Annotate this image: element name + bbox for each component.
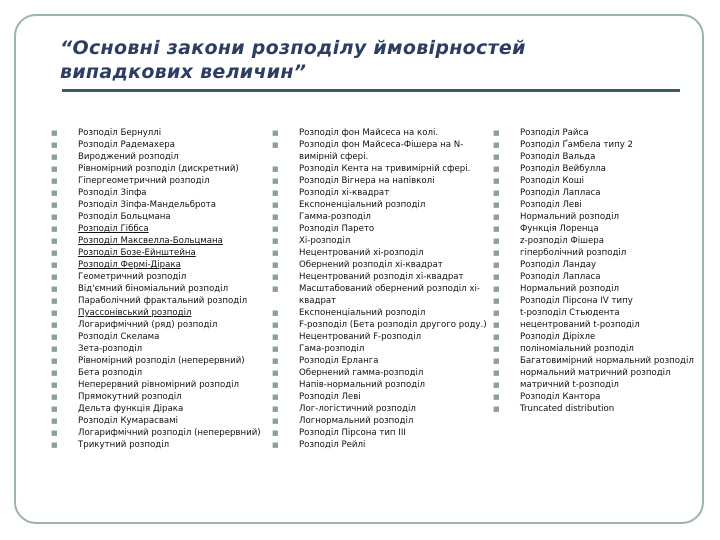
distribution-name: Від'ємний біноміальний розподіл [78, 284, 229, 294]
bullet-icon: ■ [272, 165, 279, 173]
bullet-icon: ■ [272, 141, 279, 149]
list-item [51, 319, 266, 331]
bullet-icon: ■ [493, 153, 500, 161]
bullet-icon: ■ [272, 393, 279, 401]
bullet-icon: ■ [51, 141, 58, 149]
bullet-icon: ■ [493, 285, 500, 293]
distribution-name: Рівномірний розподіл (неперервний) [78, 356, 245, 366]
distribution-name: Нормальний розподіл [520, 284, 619, 294]
bullet-icon: ■ [51, 357, 58, 365]
distribution-name: поліноміальний розподіл [520, 344, 634, 354]
bullet-icon: ■ [51, 249, 58, 257]
bullet-icon: ■ [51, 285, 58, 293]
distribution-name: Масштабований обернений розподіл хі-квадрат [299, 284, 480, 306]
distribution-name: Рівномірний розподіл (дискретний) [78, 164, 239, 174]
bullet-icon: ■ [51, 129, 58, 137]
distribution-name: Напів-нормальний розподіл [299, 380, 426, 390]
distribution-link[interactable]: Розподіл Фермі-Дірака [78, 260, 181, 270]
list-item [493, 211, 713, 223]
bullet-icon: ■ [51, 309, 58, 317]
bullet-icon: ■ [493, 321, 500, 329]
bullet-icon: ■ [493, 333, 500, 341]
list-item[interactable] [51, 235, 266, 247]
distribution-name: Неперервний рівномірний розподіл [78, 380, 240, 390]
distribution-name: Гама-розподіл [299, 344, 365, 354]
bullet-icon: ■ [51, 153, 58, 161]
bullet-icon: ■ [272, 285, 279, 293]
distribution-name: Геометричний розподіл [78, 272, 187, 282]
distribution-link[interactable]: Пуассонівський розподіл [78, 308, 192, 318]
bullet-icon: ■ [51, 321, 58, 329]
list-item [272, 211, 494, 223]
bullet-icon: ■ [493, 405, 500, 413]
distribution-name: Розподіл Ґамбела типу 2 [520, 140, 634, 150]
list-item [493, 139, 713, 151]
list-item [493, 355, 713, 367]
distribution-name: Логарифмічний (ряд) розподіл [78, 320, 218, 330]
distribution-name: нецентрований t-розподіл [520, 320, 640, 330]
distribution-name: F-розподіл (Бета розподіл другого роду.) [299, 320, 487, 330]
distribution-name: Розподіл Леві [299, 392, 361, 402]
bullet-icon: ■ [51, 237, 58, 245]
distribution-name: Розподіл Вігнера на напівколі [299, 176, 435, 186]
list-item [272, 307, 494, 319]
distribution-name: Дельта функція Дірака [78, 404, 184, 414]
bullet-icon: ■ [51, 165, 58, 173]
distribution-name: Розподіл Пірсона IV типу [520, 296, 633, 306]
bullet-icon: ■ [51, 381, 58, 389]
distribution-name: Розподіл фон Майсеса-Фішера на N-вимірній сфері. [299, 140, 464, 162]
list-item [493, 367, 713, 379]
distribution-name: t-розподіл Стьюдента [520, 308, 620, 318]
distribution-name: Розподіл Лапласа [520, 272, 601, 282]
bullet-icon: ■ [493, 189, 500, 197]
list-item [272, 319, 494, 331]
list-item [493, 163, 713, 175]
bullet-icon: ■ [51, 441, 58, 449]
distribution-name: Розподіл Діріхле [520, 332, 596, 342]
distribution-name: Розподіл Ерланга [299, 356, 379, 366]
list-item [51, 439, 266, 451]
bullet-icon: ■ [272, 441, 279, 449]
distribution-name: Розподіл Лапласа [520, 188, 601, 198]
list-item [272, 415, 494, 427]
bullet-icon: ■ [493, 297, 500, 305]
bullet-icon: ■ [272, 429, 279, 437]
list-item[interactable] [51, 247, 266, 259]
list-item [272, 427, 494, 439]
bullet-icon: ■ [493, 393, 500, 401]
distribution-name: Логарифмічний розподіл (неперервний) [78, 428, 261, 438]
distribution-name: Обернений гамма-розподіл [299, 368, 424, 378]
list-item [51, 283, 266, 295]
distribution-name: Розподіл Зіпфа [78, 188, 147, 198]
list-item [51, 271, 266, 283]
list-item [493, 379, 713, 391]
distribution-name: Розподіл Вейбулла [520, 164, 606, 174]
list-item [51, 163, 266, 175]
list-item [272, 139, 494, 163]
list-item [51, 403, 266, 415]
distribution-name: Нормальний розподіл [520, 212, 619, 222]
bullet-icon: ■ [493, 309, 500, 317]
distribution-name: Розподіл Леві [520, 200, 582, 210]
distribution-name: Експоненціальний розподіл [299, 200, 426, 210]
distribution-name: Розподіл Зіпфа-Мандельброта [78, 200, 217, 210]
bullet-icon: ■ [272, 417, 279, 425]
list-item [272, 127, 494, 139]
list-item [493, 391, 713, 403]
list-item [493, 259, 713, 271]
distribution-name: нормальний матричний розподіл [520, 368, 671, 378]
distribution-name: Прямокутний розподіл [78, 392, 182, 402]
list-item [272, 271, 494, 283]
bullet-icon: ■ [51, 273, 58, 281]
distribution-name: Розподіл фон Майсеса на колі. [299, 128, 439, 138]
bullet-icon: ■ [51, 369, 58, 377]
bullet-icon: ■ [272, 273, 279, 281]
list-item [272, 367, 494, 379]
bullet-icon: ■ [493, 165, 500, 173]
bullet-icon: ■ [272, 237, 279, 245]
distribution-name: Трикутний розподіл [78, 440, 170, 450]
distribution-name: Розподіл Пірсона тип III [299, 428, 406, 438]
list-item [51, 343, 266, 355]
list-item [51, 211, 266, 223]
list-item [493, 127, 713, 139]
list-item [493, 151, 713, 163]
list-item [493, 307, 713, 319]
bullet-icon: ■ [272, 129, 279, 137]
bullet-icon: ■ [272, 321, 279, 329]
list-item [51, 187, 266, 199]
bullet-icon: ■ [493, 237, 500, 245]
distribution-list-column-2 [272, 127, 494, 451]
title-divider [62, 89, 680, 92]
bullet-icon: ■ [272, 333, 279, 341]
list-item [493, 295, 713, 307]
bullet-icon: ■ [51, 405, 58, 413]
distribution-name: Гамма-розподіл [299, 212, 371, 222]
slide-title: “Основні закони розподілу ймовірностей випадкових величин” [60, 37, 526, 83]
distribution-name: Нецентрований хі-розподіл [299, 248, 424, 258]
list-item [51, 415, 266, 427]
distribution-name: Розподіл Коші [520, 176, 585, 186]
bullet-icon: ■ [272, 357, 279, 365]
distribution-name: Обернений розподіл хі-квадрат [299, 260, 443, 270]
bullet-icon: ■ [272, 261, 279, 269]
list-item [51, 331, 266, 343]
distribution-name: Розподіл Кумарасвамі [78, 416, 179, 426]
list-item [272, 247, 494, 259]
distribution-name: Розподіл хі-квадрат [299, 188, 390, 198]
bullet-icon: ■ [51, 225, 58, 233]
list-item[interactable] [51, 259, 266, 271]
bullet-icon: ■ [51, 393, 58, 401]
list-item [272, 259, 494, 271]
bullet-icon: ■ [51, 213, 58, 221]
list-item [272, 163, 494, 175]
bullet-icon: ■ [272, 369, 279, 377]
bullet-icon: ■ [493, 129, 500, 137]
distribution-name: Розподіл Радемахера [78, 140, 175, 150]
distribution-name: матричний t-розподіл [520, 380, 619, 390]
list-item [493, 343, 713, 355]
bullet-icon: ■ [493, 273, 500, 281]
bullet-icon: ■ [51, 177, 58, 185]
bullet-icon: ■ [493, 177, 500, 185]
bullet-icon: ■ [51, 345, 58, 353]
list-item [493, 187, 713, 199]
bullet-icon: ■ [272, 213, 279, 221]
distribution-name: Розподіл Райса [520, 128, 589, 138]
list-item [493, 319, 713, 331]
distribution-name: Нецентрований розподіл хі-квадрат [299, 272, 464, 282]
list-item [51, 139, 266, 151]
list-item [272, 343, 494, 355]
bullet-icon: ■ [51, 189, 58, 197]
distribution-name: Лог-логістичний розподіл [299, 404, 416, 414]
distribution-name: Truncated distribution [520, 404, 615, 414]
distribution-name: Зета-розподіл [78, 344, 143, 354]
bullet-icon: ■ [493, 213, 500, 221]
bullet-icon: ■ [272, 381, 279, 389]
distribution-name: Гіпергеометричний розподіл [78, 176, 210, 186]
distribution-name: Експоненціальний розподіл [299, 308, 426, 318]
list-item [272, 331, 494, 343]
distribution-name: гіперболічний розподіл [520, 248, 627, 258]
list-item [493, 271, 713, 283]
distribution-link[interactable]: Розподіл Максвелла-Больцмана [78, 236, 223, 246]
list-item [272, 175, 494, 187]
distribution-name: Розподіл Бернуллі [78, 128, 162, 138]
distribution-name: Розподіл Рейлі [299, 440, 366, 450]
list-item[interactable] [51, 307, 266, 319]
list-item[interactable] [51, 223, 266, 235]
list-item [272, 223, 494, 235]
distribution-name: z-розподіл Фішера [520, 236, 604, 246]
distribution-name: Розподіл Скелама [78, 332, 160, 342]
distribution-name: Розподіл Кантора [520, 392, 601, 402]
list-item [272, 379, 494, 391]
distribution-name: Функція Лоренца [520, 224, 599, 234]
bullet-icon: ■ [493, 225, 500, 233]
bullet-icon: ■ [272, 201, 279, 209]
bullet-icon: ■ [272, 189, 279, 197]
bullet-icon: ■ [272, 249, 279, 257]
bullet-icon: ■ [493, 261, 500, 269]
bullet-icon: ■ [493, 201, 500, 209]
distribution-name: Розподіл Кента на тривимірній сфері. [299, 164, 471, 174]
distribution-list-column-1 [51, 127, 266, 451]
list-item [493, 283, 713, 295]
distribution-name: Багатовимірний нормальний розподіл [520, 356, 694, 366]
list-item [272, 391, 494, 403]
bullet-icon: ■ [272, 309, 279, 317]
list-item [493, 223, 713, 235]
list-item [493, 247, 713, 259]
bullet-icon: ■ [51, 297, 58, 305]
bullet-icon: ■ [493, 357, 500, 365]
distribution-name: Хі-розподіл [299, 236, 351, 246]
list-item [272, 199, 494, 211]
list-item [51, 127, 266, 139]
list-item [51, 367, 266, 379]
list-item [272, 235, 494, 247]
list-item [272, 403, 494, 415]
distribution-name: Розподіл Больцмана [78, 212, 171, 222]
distribution-name: Параболічний фрактальний розподіл [78, 296, 248, 306]
distribution-list-column-3 [493, 127, 713, 415]
list-item [272, 283, 494, 307]
list-item [493, 403, 713, 415]
distribution-link[interactable]: Розподіл Бозе-Ейнштейна [78, 248, 196, 258]
list-item [493, 235, 713, 247]
bullet-icon: ■ [51, 417, 58, 425]
list-item [51, 355, 266, 367]
bullet-icon: ■ [493, 381, 500, 389]
list-item [493, 199, 713, 211]
bullet-icon: ■ [272, 345, 279, 353]
list-item [493, 175, 713, 187]
distribution-name: Бета розподіл [78, 368, 143, 378]
bullet-icon: ■ [272, 405, 279, 413]
bullet-icon: ■ [51, 333, 58, 341]
list-item [272, 355, 494, 367]
list-item [272, 187, 494, 199]
distribution-name: Розподіл Ландау [520, 260, 597, 270]
list-item [51, 379, 266, 391]
distribution-link[interactable]: Розподіл Гіббса [78, 224, 149, 234]
list-item [51, 151, 266, 163]
bullet-icon: ■ [493, 369, 500, 377]
list-item [272, 439, 494, 451]
distribution-name: Вироджений розподіл [78, 152, 179, 162]
distribution-name: Нецентрований F-розподіл [299, 332, 422, 342]
distribution-name: Розподіл Вальда [520, 152, 596, 162]
bullet-icon: ■ [51, 429, 58, 437]
list-item [51, 427, 266, 439]
bullet-icon: ■ [272, 225, 279, 233]
bullet-icon: ■ [51, 261, 58, 269]
list-item [51, 295, 266, 307]
list-item [51, 391, 266, 403]
bullet-icon: ■ [272, 177, 279, 185]
list-item [51, 199, 266, 211]
bullet-icon: ■ [493, 345, 500, 353]
bullet-icon: ■ [51, 201, 58, 209]
list-item [51, 175, 266, 187]
bullet-icon: ■ [493, 141, 500, 149]
distribution-name: Розподіл Парето [299, 224, 375, 234]
distribution-name: Логнормальний розподіл [299, 416, 414, 426]
list-item [493, 331, 713, 343]
bullet-icon: ■ [493, 249, 500, 257]
